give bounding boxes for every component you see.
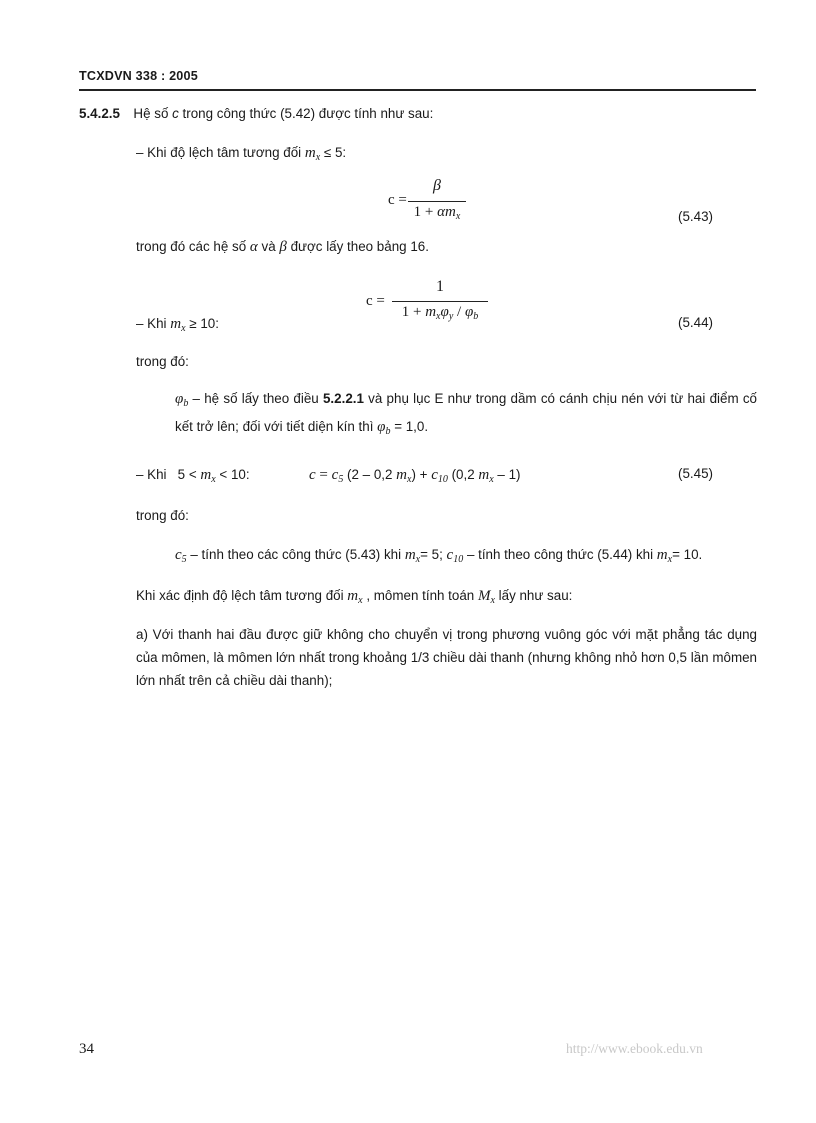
eq545-part3: (0,2 — [447, 467, 479, 482]
phi-b-definition — [175, 387, 757, 443]
phi-b-def-ref: 5.2.2.1 — [322, 391, 364, 406]
eq545-c: c — [309, 467, 316, 483]
moment-mid: , mômen tính toán — [362, 588, 478, 603]
case1-cond: ≤ 5: — [320, 145, 347, 160]
case1-note-post: được lấy theo bảng 16. — [286, 239, 429, 254]
def-m1-sub: x — [415, 554, 421, 565]
def-text4: = 10. — [672, 547, 703, 562]
phi-b-sub: b — [183, 398, 189, 409]
case3-condition — [136, 466, 250, 486]
eq544-denominator — [392, 304, 488, 322]
def-m1: m — [404, 547, 416, 563]
eq544-den-phi-b: φ — [464, 304, 474, 320]
eq543-lhs: c = — [388, 192, 407, 208]
phi-b-def-phi-sub: b — [385, 426, 391, 437]
eq543-fraction-bar — [408, 201, 466, 202]
def-c5: c — [175, 547, 182, 563]
moment-var-sub: x — [358, 595, 363, 606]
eq543-den-m: m — [445, 204, 456, 220]
eq543-den-sub: x — [455, 211, 461, 222]
def-c5-sub: 5 — [181, 554, 187, 565]
eq545-number: (5.45) — [678, 466, 713, 481]
def-c10: c — [446, 547, 454, 563]
eq545-m2: m — [478, 467, 490, 483]
case1-note-mid: và — [257, 239, 280, 254]
eq544-den-phi: φ — [440, 304, 449, 320]
eq543-den-one: 1 + — [413, 204, 438, 220]
document-header-title: TCXDVN 338 : 2005 — [79, 69, 198, 83]
case1-note — [136, 238, 429, 256]
phi-b-def-phi: φ — [377, 419, 386, 435]
eq544-den-phi-sub: y — [448, 311, 454, 322]
def-m2-sub: x — [667, 554, 673, 565]
eq545-m1-sub: x — [407, 474, 412, 485]
intro-text: Hệ số — [133, 106, 173, 121]
case3-var: m — [200, 467, 212, 483]
case2-where: trong đó: — [136, 354, 189, 369]
eq544-fraction — [392, 278, 488, 328]
moment-post: lấy như sau: — [494, 588, 573, 603]
eq545-part4: – 1) — [493, 467, 521, 482]
case2-condition — [136, 315, 219, 335]
def-m2: m — [656, 547, 668, 563]
def-text2: = 5; — [420, 547, 447, 562]
header-rule — [79, 89, 756, 91]
eq544-number: (5.44) — [678, 315, 713, 330]
eq543-fraction — [408, 177, 466, 223]
case1-condition — [136, 144, 346, 164]
eq544-den-slash: / — [453, 304, 465, 320]
case1-var-sub: x — [315, 152, 321, 163]
page-number: 34 — [79, 1041, 94, 1057]
eq545-c10-sub: 10 — [437, 474, 448, 485]
moment-M: M — [477, 588, 491, 604]
phi-b-symbol: φ — [175, 391, 184, 407]
case1-var: m — [304, 145, 316, 161]
eq543-numerator: β — [433, 177, 441, 194]
eq545-m1: m — [396, 467, 408, 483]
eq544-den-m: m — [425, 304, 437, 320]
section-number: 5.4.2.5 — [79, 106, 120, 121]
case2-cond: ≥ 10: — [185, 316, 219, 331]
case1-note-pre: trong đó các hệ số — [136, 239, 250, 254]
eq544-den-one: 1 + — [401, 304, 426, 320]
eq545-part1: (2 – 0,2 — [343, 467, 397, 482]
case2-var-sub: x — [181, 323, 186, 334]
def-c10-sub: 10 — [453, 554, 464, 565]
section-intro — [79, 106, 433, 122]
eq545-eq: = — [315, 467, 332, 483]
case2-dash: – Khi — [136, 316, 171, 331]
moment-var: m — [347, 588, 359, 604]
eq545-part2: ) + — [411, 467, 432, 482]
eq544-numerator: 1 — [436, 278, 444, 295]
eq544-lhs: c = — [366, 293, 385, 309]
eq545-m2-sub: x — [489, 474, 494, 485]
eq545-c10: c — [431, 467, 438, 483]
case1-dash: – Khi độ lệch tâm tương đối — [136, 145, 305, 160]
intro-var: c — [172, 106, 179, 121]
phi-b-def-post: và phụ lục E như trong dầm có cánh chịu nén với từ hai điểm cố kết trở lên; đối với tiết diện kín thì — [175, 391, 757, 434]
def-text3: – tính theo công thức (5.44) khi — [463, 547, 657, 562]
eq544-fraction-bar — [392, 301, 488, 302]
case3-cond: < 10: — [215, 467, 250, 482]
moment-M-sub: x — [490, 595, 495, 606]
eq544-den-phi-b-sub: b — [473, 311, 479, 322]
case1-note-alpha: α — [249, 239, 258, 255]
c5-c10-definition — [175, 546, 702, 566]
case3-where: trong đó: — [136, 508, 189, 523]
case3-dash: – Khi 5 < — [136, 467, 201, 482]
intro-text-end: trong công thức (5.42) được tính như sau: — [178, 106, 434, 121]
case2-var: m — [170, 316, 182, 332]
eq545-c5: c — [331, 467, 339, 483]
phi-b-def-end: = 1,0. — [390, 419, 429, 434]
eq543-denominator — [408, 204, 466, 222]
eq543-number: (5.43) — [678, 209, 713, 224]
eq545-formula — [309, 466, 520, 486]
footer-url-watermark: http://www.ebook.edu.vn — [566, 1041, 703, 1056]
eq543-den-alpha: α — [437, 204, 446, 220]
phi-b-def-pre: – hệ số lấy theo điều — [188, 391, 323, 406]
moment-item-a: a) Với thanh hai đầu được giữ không cho chuyển vị trong phương vuông góc với mặt phẳng tác dụng của mômen, là mômen lớn nhất trong khoảng 1/3 chiều dài thanh (nhưng không nhỏ hơn 0,5 lần mômen lớn nhất trên cả chiều dài thanh); — [136, 627, 757, 688]
case3-var-sub: x — [211, 474, 216, 485]
eq544-den-m-sub: x — [436, 311, 441, 322]
case1-note-beta: β — [279, 239, 287, 255]
moment-intro — [136, 587, 572, 607]
def-text1: – tính theo các công thức (5.43) khi — [186, 547, 405, 562]
moment-pre: Khi xác định độ lệch tâm tương đối — [136, 588, 348, 603]
eq545-c5-sub: 5 — [338, 474, 344, 485]
